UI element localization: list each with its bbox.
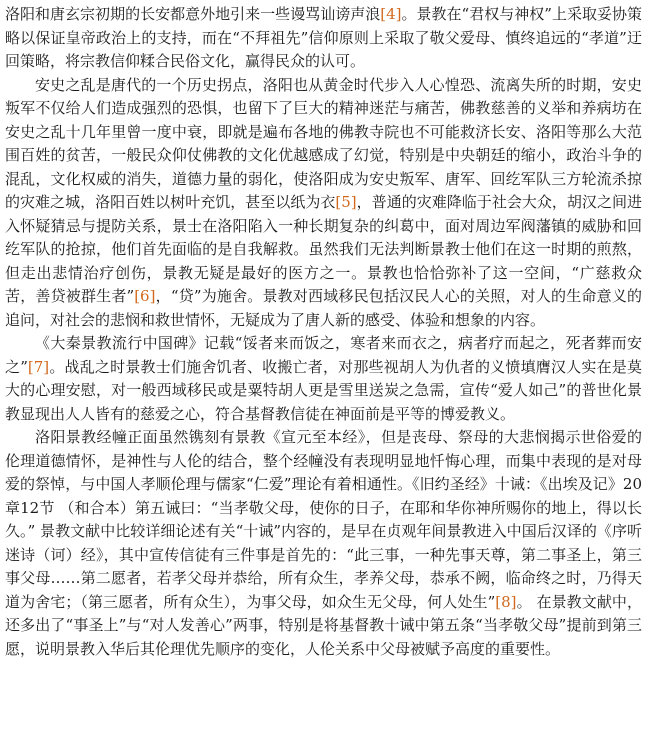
paragraph-3	[5, 332, 642, 426]
paragraph-text: 。战乱之时景教士们施舍饥者、收搬亡者，对那些视胡人为仇者的义愤填膺汉人实在是莫大的心理安慰，对一般西域移民或是粟特胡人更是雪里送炭之急需，宣传“爱人如己”的普世化景教显现出人人皆有的慈爱之心，符合基督教信徒在神面前是平等的博爱教义。	[5, 357, 642, 423]
paragraph-text: ，普通的灾难降临于社会大众，胡汉之间进入怀疑猜忌与提防关系，景士在洛阳陷入一种长期复杂的纠葛中，面对周边军阀藩镇的威胁和回纥军队的抢掠，他们首先面临的是自我解救。虽然我们无法判断景教士他们在这一时期的煎熬，但走出悲情治疗创伤，景教无疑是最好的医方之一。景教也恰恰弥补了这一空间，“广慈救众苦，善贷被群生者”	[5, 193, 642, 305]
paragraph-2	[5, 74, 642, 333]
paragraph-1	[5, 3, 642, 74]
paragraph-4	[5, 426, 642, 661]
citation-link[interactable]: [8]	[495, 592, 517, 611]
citation-link[interactable]: [5]	[335, 193, 357, 211]
citation-link[interactable]: [4]	[380, 5, 402, 23]
paragraph-text: 洛阳景教经幢正面虽然镌刻有景教《宣元至本经》，但是丧母、祭母的大悲悯揭示世俗爱的伦理道德情怀，是神性与人伦的结合，整个经幢没有表现明显地忏悔心理，而集中表现的是对母爱的祭悼，与中国人孝顺伦理与儒家“仁爱”理论有着相通性。《旧约圣经》十诫：《出埃及记》20章12节 （和合本）第五诫曰：“当孝敬父母，使你的日子，在耶和华你神所赐你的地上，得以长久。” 景教文献中比较详细论述有关“十诫”内容的，是早在贞观年间景教进入中国后汉译的《序听迷诗（诃）经》，其中宣传信徒有三件事是首先的：“此三事，一种先事天尊，第二事圣上，第三事父母……第二愿者，若孝父母并恭给，所有众生，孝养父母，恭承不阙，临命终之时，乃得天道为舍宅；（第三愿者，所有众生），为事父母，如众生无父母，何人处生”	[5, 428, 642, 611]
paragraph-text: 洛阳和唐玄宗初期的长安都意外地引来一些谩骂讪谤声浪	[5, 5, 381, 23]
paragraph-text: 。景教在“君权与神权”上采取妥协策略以保证皇帝政治上的支持，而在“不拜祖先”信仰原则上采取了敬父爱母、慎终追远的“孝道”迂回策略，将宗教信仰糅合民俗文化，赢得民众的认可。	[5, 5, 642, 70]
paragraph-text: ，“贷”为施舍。景教对西域移民包括汉民人心的关照，对人的生命意义的追问，对社会的悲悯和救世情怀，无疑成为了唐人新的感受、体验和想象的内容。	[5, 287, 643, 329]
citation-link[interactable]: [7]	[27, 357, 50, 376]
citation-link[interactable]: [6]	[134, 287, 156, 305]
paragraph-text: 安史之乱是唐代的一个历史拐点，洛阳也从黄金时代步入人心惶恐、流离失所的时期，安史叛军不仅给人们造成强烈的恐惧，也留下了巨大的精神迷茫与痛苦，佛教慈善的义举和养病坊在安史之乱十几年里曾一度中衰，即就是遍布各地的佛教寺院也不可能救济长安、洛阳等那么大范围百姓的贫苦，一般民众仰仗佛教的文化优越感成了幻觉，特别是中央朝廷的缩小，政治斗争的混乱，文化权威的消失，道德力量的弱化，使洛阳成为安史叛军、唐军、回纥军队三方轮流杀掠的灾难之城，洛阳百姓以树叶充饥，甚至以纸为衣	[5, 75, 642, 211]
paragraph-text: 。 在景教文献中，还多出了“事圣上”与“对人发善心”两事，特别是将基督教十诫中第五条“当孝敬父母”提前到第三愿，说明景教入华后其伦理优先顺序的变化，人伦关系中父母被赋予高度的重要性。	[5, 592, 642, 658]
paragraph-text: 《大秦景教流行中国碑》记载“馁者来而饭之，寒者来而衣之，病者疗而起之，死者葬而安之”	[5, 334, 642, 376]
